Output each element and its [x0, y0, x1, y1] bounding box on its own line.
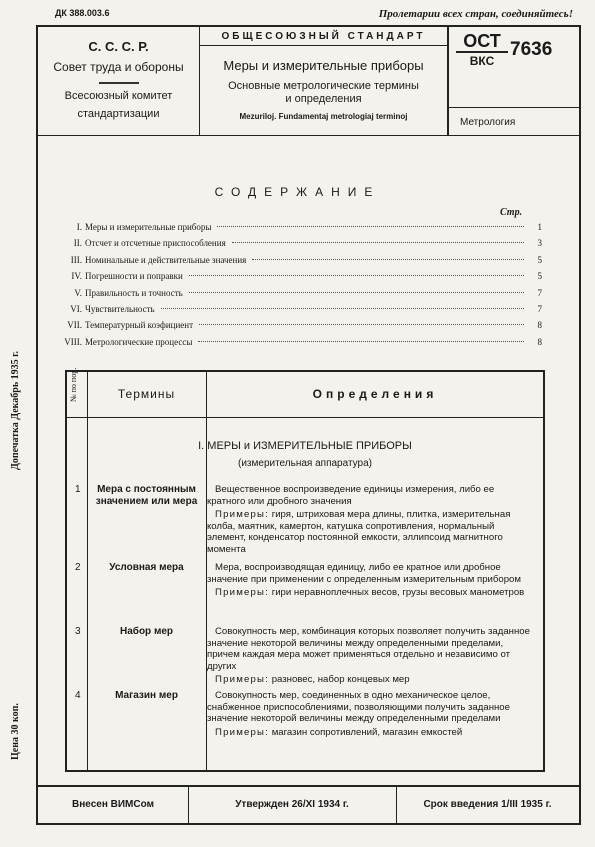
ost-label: ОСТ [456, 31, 508, 53]
footer-approved: Утвержден 26/XI 1934 г. [235, 799, 349, 810]
example-label: Примеры: [215, 726, 270, 738]
item-number: VII. [67, 320, 82, 331]
item-page: 8 [537, 336, 542, 347]
leader-dots [217, 226, 524, 227]
item-number: V. [74, 287, 82, 298]
contents-item [62, 288, 542, 304]
col-definitions-header: Определения [312, 387, 438, 401]
committee-line-1: Всесоюзный комитет [64, 90, 173, 102]
item-number: IV. [71, 271, 82, 282]
leader-dots [189, 292, 524, 293]
item-text: Чувствительность [85, 303, 155, 314]
row-term: Набор мер [119, 626, 174, 637]
example-text: гири неравноплечных весов, грузы весовых манометров [271, 587, 525, 598]
contents-item [62, 255, 542, 271]
row-number: 3 [75, 626, 81, 637]
example-label: Примеры: [215, 587, 270, 598]
definition-text: Вещественное воспроизведение единицы измерения, либо ее кратного или дробного значения [207, 484, 495, 507]
item-number: VIII. [64, 336, 82, 347]
standard-number: 7636 [510, 39, 553, 60]
standard-subtitle [200, 80, 447, 106]
col-divider [87, 417, 88, 772]
item-page: 1 [537, 222, 542, 232]
definitions-table [65, 367, 545, 772]
example-text: магазин сопротивлений, магазин емкостей [271, 726, 463, 738]
document-code: ДК 388.003.6 [55, 8, 110, 18]
contents-title: СОДЕРЖАНИЕ [214, 185, 381, 199]
org-short: С. С. С. Р. [88, 39, 149, 54]
col-terms-header: Термины [87, 372, 207, 417]
leader-dots [252, 259, 524, 260]
standard-band: ОБЩЕСОЮЗНЫЙ СТАНДАРТ [200, 27, 447, 46]
item-text: Правильность и точность [85, 287, 183, 298]
row-term: Мера с постоянным значением или мера [95, 484, 198, 507]
example-text: разновес, набор концевых мер [271, 674, 410, 685]
contents-item [62, 271, 542, 287]
item-text: Погрешности и поправки [85, 271, 183, 282]
row-definition [207, 626, 535, 686]
row-number: 2 [75, 562, 81, 573]
category-label: Метрология [448, 107, 579, 128]
definition-example [207, 587, 535, 599]
item-number: III. [70, 254, 82, 265]
subtitle-line-1: Основные метрологические термины [228, 80, 419, 92]
item-number: II. [73, 238, 82, 249]
item-page: 3 [537, 238, 542, 249]
table-header [67, 367, 543, 418]
section-subtitle: (измерительная аппаратура) [238, 458, 372, 469]
item-number: I. [76, 222, 82, 232]
definition-example [207, 727, 535, 739]
leader-dots [199, 324, 524, 325]
row-number: 1 [75, 484, 81, 495]
esperanto-title: Mezuriloj. Fundamentaj metrologiaj terminoj [239, 112, 408, 121]
leader-dots [161, 308, 524, 309]
col-number-label: № по пор. [69, 367, 78, 402]
row-term: Магазин мер [115, 690, 178, 701]
header-standard-number [448, 27, 579, 135]
contents-item [62, 337, 542, 353]
margin-print-note: Допечатка Декабрь 1935 г. [10, 350, 21, 470]
item-page: 5 [537, 254, 542, 265]
footer-effective: Срок введения 1/III 1935 г. [423, 799, 552, 810]
item-number: VI. [70, 303, 82, 314]
item-page: 7 [537, 303, 542, 314]
item-text: Меры и измерительные приборы [85, 222, 212, 232]
example-label: Примеры: [215, 509, 270, 520]
header-title-block [200, 27, 449, 135]
row-definition [207, 562, 535, 599]
margin-price: Цена 30 коп. [10, 703, 21, 760]
contents-item [62, 320, 542, 336]
contents-item [62, 222, 542, 238]
item-page: 5 [537, 271, 542, 282]
item-page: 8 [537, 320, 542, 331]
contents-list [62, 222, 542, 353]
definition-text: Совокупность мер, комбинация которых позволяет получить заданное значение некоторой величины между определенными пределами, причем каждая мера может применяться отдельно и независимо от других [207, 626, 530, 672]
standard-title: Меры и измерительные приборы [223, 58, 424, 73]
footer [38, 785, 579, 825]
subtitle-line-2: и определения [285, 93, 362, 105]
contents-page-header: Стр. [500, 207, 523, 218]
leader-dots [232, 242, 524, 243]
item-text: Температурный коэфициент [85, 320, 194, 331]
item-text: Номинальные и действительные значения [85, 254, 247, 265]
definition-text: Мера, воспроизводящая единицу, либо ее кратное или дробное значение при применении с определенным измерительным прибором [207, 562, 521, 585]
item-text: Метрологические процессы [85, 336, 193, 347]
leader-dots [189, 275, 524, 276]
row-number: 4 [75, 690, 81, 701]
example-text: гиря, штриховая мера длины, плитка, измерительная колба, маятник, камертон, катушка сопротивления, нормальный элемент, конденсатор постоянной емкости, эллипсоид магнитного момента [207, 509, 511, 555]
row-definition [207, 484, 535, 555]
committee-line-2: стандартизации [77, 108, 160, 120]
slogan: Пролетарии всех стран, соединяйтесь! [378, 8, 573, 20]
example-label: Примеры: [215, 674, 270, 685]
leader-dots [198, 341, 524, 342]
row-definition [207, 690, 535, 738]
ost-vks-box [456, 31, 508, 69]
definition-example [207, 509, 535, 555]
header-organization [38, 27, 200, 135]
header-divider [38, 135, 579, 136]
footer-introduced: Внесен ВИМСом [72, 799, 154, 810]
col-number-header [67, 367, 88, 417]
definition-text: Совокупность мер, соединенных в одно механическое целое, снабженное приспособлениями, позволяющими получить заданное значение некоторой величины между определенными пределами [207, 690, 510, 724]
contents-item [62, 238, 542, 254]
section-title: I. МЕРЫ и ИЗМЕРИТЕЛЬНЫЕ ПРИБОРЫ [198, 440, 412, 452]
row-term: Условная мера [109, 562, 184, 573]
contents-item [62, 304, 542, 320]
definition-example [207, 674, 535, 686]
vks-label: ВКС [469, 54, 495, 68]
org-council: Совет труда и обороны [53, 60, 184, 74]
divider [99, 82, 139, 84]
item-text: Отсчет и отсчетные приспособления [85, 238, 226, 249]
item-page: 7 [537, 287, 542, 298]
